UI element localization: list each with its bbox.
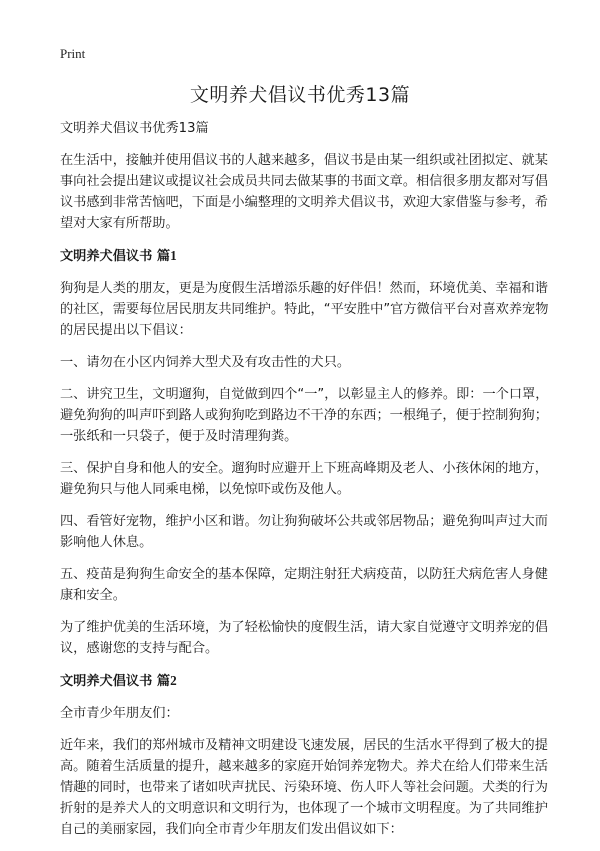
document-title: 文明养犬倡议书优秀13篇 (189, 84, 411, 106)
section-2-paragraph: 近年来，我们的郑州城市及精神文明建设飞速发展，居民的生活水平得到了极大的提高。随着生活质量的提升，越来越多的家庭开始饲养宠物犬。养犬在给人们带来生活情趣的同时，也带来了诸如吠声扰民、污染环境、伤人吓人等社会问题。犬类的行为折射的是养犬人的文明意识和文明行为，也体现了一个城市文明程度。为了共同维护自己的美丽家园，我们向全市青少年朋友们发出倡议如下： (60, 738, 548, 837)
section-1-paragraph: 为了维护优美的生活环境，为了轻松愉快的度假生活，请大家自觉遵守文明养宠的倡议，感谢您的支持与配合。 (60, 620, 548, 656)
section-1-paragraph: 三、保护自身和他人的安全。遛狗时应避开上下班高峰期及老人、小孩休闲的地方，避免狗只与他人同乘电梯，以免惊吓或伤及他人。 (60, 461, 548, 497)
section-1-heading (60, 245, 550, 267)
section-2-heading-number: 2 (170, 673, 177, 688)
section-1-heading-text: 文明养犬倡议书 篇 (60, 249, 171, 264)
document-body (60, 118, 550, 851)
section-2-heading-text: 文明养犬倡议书 篇 (60, 674, 171, 689)
document-subtitle: 文明养犬倡议书优秀13篇 (60, 121, 209, 136)
section-1-paragraph: 五、疫苗是狗狗生命安全的基本保障，定期注射狂犬病疫苗，以防狂犬病危害人身健康和安全。 (60, 567, 548, 603)
section-2-heading (60, 670, 550, 692)
section-2-paragraph: 全市青少年朋友们： (60, 706, 179, 721)
intro-paragraph: 在生活中，接触并使用倡议书的人越来越多，倡议书是由某一组织或社团拟定、就某事向社会提出建议或提议社会成员共同去做某事的书面文章。相信很多朋友都对写倡议书感到非常苦恼吧，下面是小编整理的文明养犬倡议书，欢迎大家借鉴与参考，希望对大家有所帮助。 (60, 153, 548, 231)
section-1-paragraph: 狗狗是人类的朋友，更是为度假生活增添乐趣的好伴侣！然而，环境优美、幸福和谐的社区，需要每位居民朋友共同维护。特此，“平安胜中”官方微信平台对喜欢养宠物的居民提出以下倡议： (60, 281, 549, 338)
section-1-heading-number: 1 (170, 248, 177, 263)
section-1-paragraph: 四、看管好宠物，维护小区和谐。勿让狗狗破坏公共或邻居物品；避免狗叫声过大而影响他人休息。 (60, 514, 548, 550)
section-1-paragraph: 一、请勿在小区内饲养大型犬及有攻击性的犬只。 (60, 355, 351, 370)
print-link[interactable]: Print (60, 46, 86, 61)
section-1-paragraph: 二、讲究卫生，文明遛狗，自觉做到四个“一”，以彰显主人的修养。即：一个口罩，避免狗狗的叫声吓到路人或狗狗吃到路边不干净的东西；一根绳子，便于控制狗狗；一张纸和一只袋子，便于及时清理狗粪。 (60, 387, 549, 444)
